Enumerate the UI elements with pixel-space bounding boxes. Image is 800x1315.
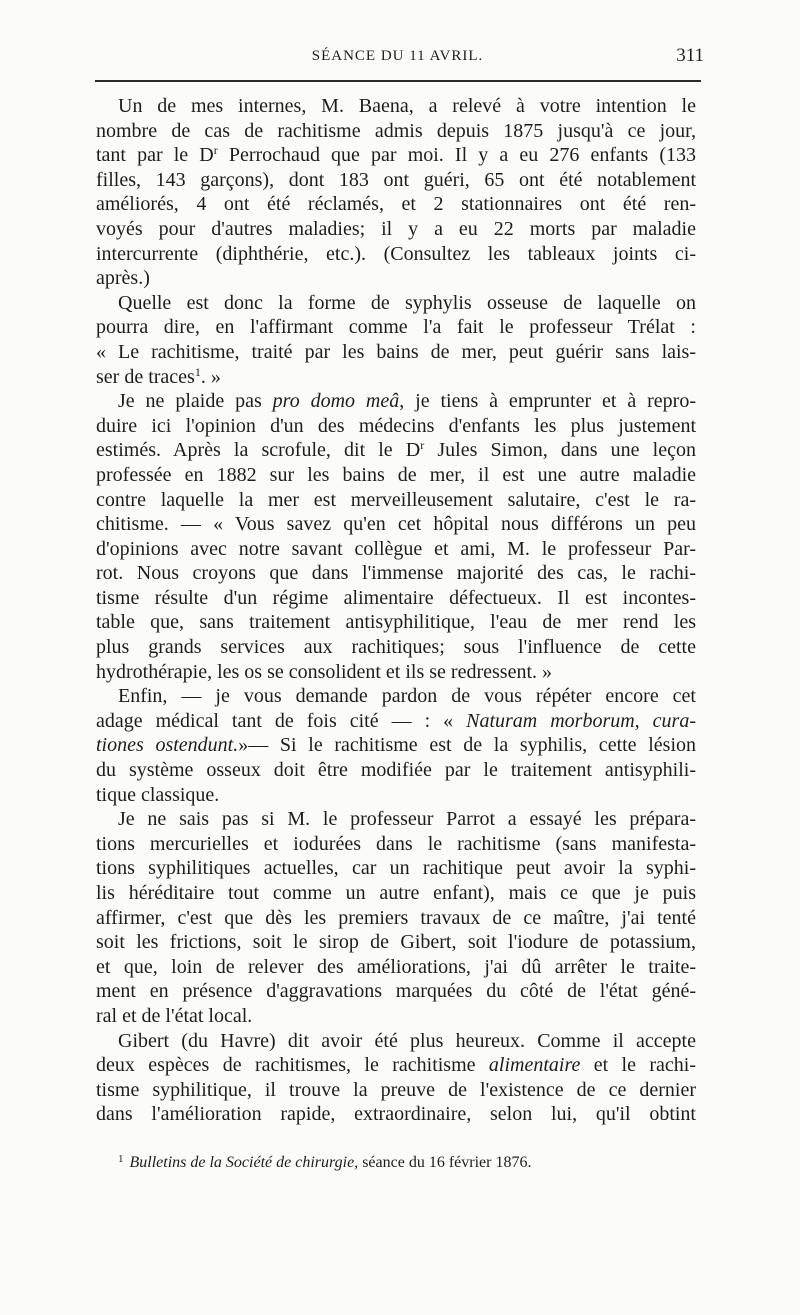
text-line: dans l'amélioration rapide, extraordinaire, selon lui, qu'il obtint [96,1103,696,1126]
footnote-source: Bulletins de la Société de chirurgie, [129,1154,359,1171]
superscript: r [420,438,425,453]
text-run: et le rachi- [580,1054,696,1077]
running-head-title: SÉANCE DU 11 AVRIL. [311,48,484,64]
text-line: rot. Nous croyons que dans l'immense majorité des cas, le rachi- [96,562,696,585]
text-line: ment en présence d'aggravations marquées du côté de l'état géné- [96,980,696,1003]
text-line [96,389,696,414]
text-line: Je ne sais pas si M. le professeur Parrot a essayé les prépara- [118,808,696,831]
header-rule [95,80,701,82]
footnote [118,1153,718,1172]
text-line: tisme résulte d'un régime alimentaire défectueux. Il est incontes- [96,586,696,609]
text-line: intercurrente (diphthérie, etc.). (Consultez les tableaux joints ci- [96,242,696,265]
text-line: plus grands services aux rachitiques; sous l'influence de cette [96,636,696,659]
paragraph-6 [96,1029,696,1127]
text-line: nombre de cas de rachitisme admis depuis 1875 jusqu'à ce jour, [96,119,696,142]
text-line [96,365,696,390]
page-number: 311 [676,45,704,66]
text-line: professée en 1882 sur les bains de mer, il est une autre maladie [96,463,696,486]
text-line [96,143,696,168]
text-line: chitisme. — « Vous savez qu'en cet hôpital nous différons un peu [96,513,696,536]
text-line [96,1053,696,1078]
italic-run: Naturam morborum, cura- [466,709,696,732]
text-line: soit les frictions, soit le sirop de Gibert, soit l'iodure de potassium, [96,931,696,954]
text-line [96,709,696,734]
text-line: Gibert (du Havre) dit avoir été plus heureux. Comme il accepte [118,1029,696,1052]
text-run: deux espèces de rachitismes, le rachitisme [96,1054,489,1077]
text-run: . » [200,365,221,388]
text-line: ral et de l'état local. [96,1004,253,1027]
paragraph-3 [96,389,696,684]
text-line: lis héréditaire tout comme un autre enfant), mais ce que je puis [96,882,696,904]
text-run: Perrochaud que par moi. Il y a eu 276 enfants (133 [217,144,696,167]
body-text [96,94,696,1127]
text-line: tions syphilitiques actuelles, car un rachitique peut avoir la syphi- [96,857,696,880]
text-run: , je tiens à emprunter et à repro- [399,390,696,413]
paragraph-2 [96,291,696,389]
paragraph-4 [96,684,696,807]
footnote-text: séance du 16 février 1876. [358,1154,532,1171]
text-line: voyés pour d'autres maladies; il y a eu 22 morts par maladie [96,217,696,240]
text-line: contre laquelle la mer est merveilleusement salutaire, c'est le ra- [96,488,696,511]
text-line: d'opinions avec notre savant collègue et ami, M. le professeur Par- [96,537,696,560]
text-line: hydrothérapie, les os se consolident et ils se redressent. » [96,660,552,683]
text-run: adage médical tant de fois cité — : « [96,709,467,732]
text-line: Quelle est donc la forme de syphylis osseuse de laquelle on [118,291,696,314]
text-run: Je ne plaide pas [118,390,273,413]
text-run: »— Si le rachitisme est de la syphilis, cette lésion [238,734,697,757]
text-line: après.) [96,267,150,290]
text-line: pourra dire, en l'affirmant comme l'a fait le professeur Trélat : [96,316,696,339]
text-line: tique classique. [96,783,220,806]
paragraph-5 [96,807,696,1028]
text-line: table que, sans traitement antisyphilitique, l'eau de mer rend les [96,611,696,634]
text-line: affirmer, c'est que dès les premiers travaux de ce maître, j'ai tenté [96,906,696,929]
text-line: et que, loin de relever des améliorations, j'ai dû arrêter le traite- [96,955,696,978]
text-line [96,733,696,758]
italic-run: tiones ostendunt. [96,734,239,757]
footnote-mark: 1 [118,1153,124,1165]
text-run: Jules Simon, dans une leçon [424,439,696,462]
text-line: Un de mes internes, M. Baena, a relevé à votre intention le [118,95,696,117]
running-head [95,45,704,74]
text-run: tant par le D [96,144,214,167]
footnote-ref: 1 [194,364,201,379]
text-line: du système osseux doit être modifiée par le traitement antisyphili- [96,759,696,782]
text-run: ser de traces [96,365,195,388]
text-run: estimés. Après la scrofule, dit le D [96,439,421,462]
text-line: filles, 143 garçons), dont 183 ont guéri, 65 ont été notablement [96,168,696,191]
text-line [96,438,696,463]
text-line: « Le rachitisme, traité par les bains de mer, peut guérir sans lais- [96,340,696,363]
italic-run: pro domo meâ [272,390,400,413]
text-line: tisme syphilitique, il trouve la preuve de l'existence de ce dernier [96,1078,696,1101]
superscript: r [213,143,218,158]
text-line: duire ici l'opinion d'un des médecins d'enfants les plus justement [96,414,696,437]
text-line: tions mercurielles et iodurées dans le rachitisme (sans manifesta- [96,832,696,855]
text-line: améliorés, 4 ont été réclamés, et 2 stationnaires ont été ren- [96,193,696,216]
text-line: Enfin, — je vous demande pardon de vous répéter encore cet [118,685,696,708]
italic-run: alimentaire [488,1054,581,1077]
paragraph-1 [96,94,696,291]
